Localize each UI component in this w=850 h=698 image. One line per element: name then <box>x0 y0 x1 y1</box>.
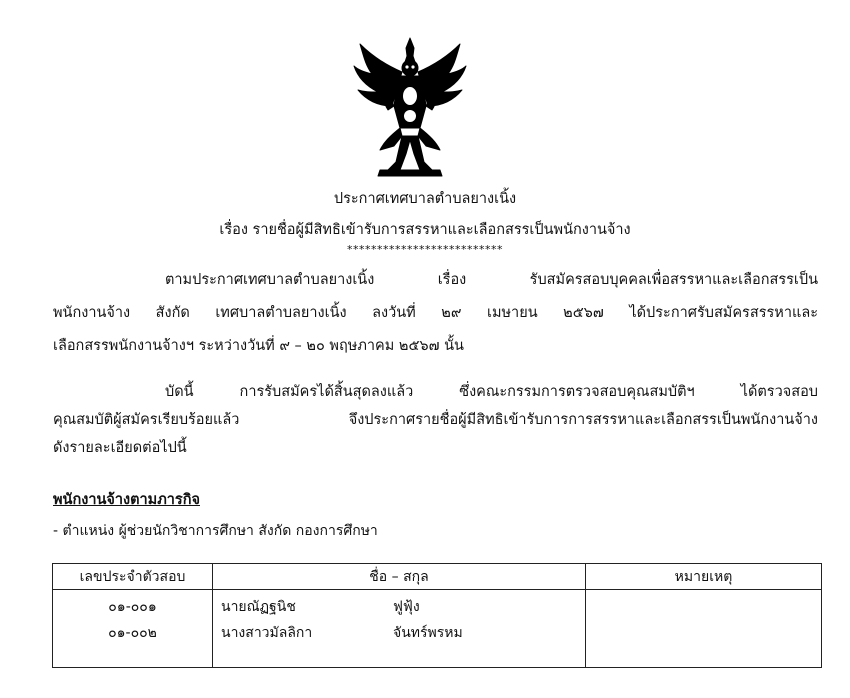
paragraph-1-line-1: ตามประกาศเทศบาลตำบลยางเนิ้ง เรื่อง รับสมัครสอบบุคคลเพื่อสรรหาและเลือกสรรเป็น <box>165 272 818 288</box>
header-exam-id: เลขประจำตัวสอบ <box>53 564 213 590</box>
announcement-title: ประกาศเทศบาลตำบลยางเนิ้ง <box>333 191 517 207</box>
last-name: ฟูฟุ้ง <box>393 599 420 615</box>
first-name: นางสาวมัลลิกา <box>221 625 313 641</box>
header-name: ชื่อ – สกุล <box>213 564 586 590</box>
paragraph-1-line-3: เลือกสรรพนักงานจ้างฯ ระหว่างวันที่ ๙ – ๒๐ พฤษภาคม ๒๕๖๗ นั้น <box>53 338 464 354</box>
exam-id: ๐๑-๐๐๑ <box>108 599 157 615</box>
paragraph-2-line-1: บัดนี้ การรับสมัครได้สิ้นสุดลงแล้ว ซึ่งคณะกรรมการตรวจสอบคุณสมบัติฯ ได้ตรวจสอบ <box>165 384 818 400</box>
announcement-subject: เรื่อง รายชื่อผู้มีสิทธิเข้ารับการสรรหาและเลือกสรรเป็นพนักงานจ้าง <box>219 222 631 238</box>
section-heading: พนักงานจ้างตามภารกิจ <box>53 492 200 508</box>
garuda-emblem-icon <box>350 36 470 181</box>
paragraph-1-line-2: พนักงานจ้าง สังกัด เทศบาลตำบลยางเนิ้ง ลงวันที่ ๒๙ เมษายน ๒๕๖๗ ได้ประกาศรับสมัครสรรหาและ <box>53 305 818 321</box>
position-line: - ตำแหน่ง ผู้ช่วยนักวิชาการศึกษา สังกัด กองการศึกษา <box>53 523 378 539</box>
remark-cell <box>586 590 822 668</box>
table-header-row <box>53 564 822 590</box>
exam-id: ๐๑-๐๐๒ <box>108 625 157 641</box>
candidate-name <box>221 594 577 620</box>
table-row <box>53 590 822 668</box>
exam-id-cell <box>53 590 213 668</box>
paragraph-2-line-3: ดังรายละเอียดต่อไปนี้ <box>53 440 187 456</box>
name-cell <box>213 590 586 668</box>
paragraph-2-line-2: คุณสมบัติผู้สมัครเรียบร้อยแล้ว จึงประกาศรายชื่อผู้มีสิทธิเข้ารับการการสรรหาและเลือกสรรเป็นพนักงานจ้าง <box>53 412 818 428</box>
candidate-name <box>221 620 577 646</box>
header-remark: หมายเหตุ <box>586 564 822 590</box>
first-name: นายณัฏฐนิช <box>221 599 296 615</box>
candidate-table <box>52 563 822 668</box>
separator-line: ************************** <box>347 243 503 256</box>
last-name: จันทร์พรหม <box>393 625 463 641</box>
